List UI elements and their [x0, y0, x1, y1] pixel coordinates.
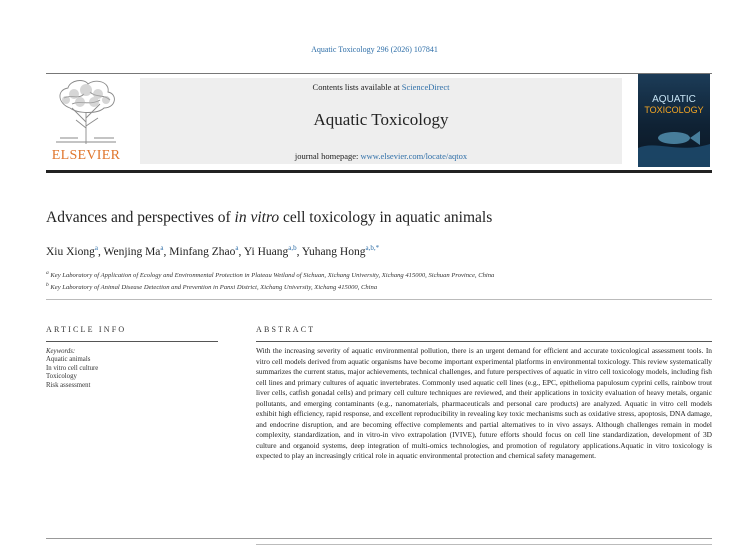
affiliation-text: Key Laboratory of Application of Ecology and Environmental Protection in Plateau Wetland of Sichuan, Xichang University, Xichang 415000, Sichuan Province, China [48, 272, 495, 280]
keyword-item: In vitro cell culture [46, 364, 99, 372]
author-list [46, 244, 712, 258]
keyword-item: Risk assessment [46, 381, 91, 389]
article-title-part2: cell toxicology in aquatic animals [279, 209, 493, 226]
article-info-heading: ARTICLE INFO [46, 325, 127, 334]
keywords-label: Keywords: [46, 348, 76, 355]
author-name[interactable]: Yi Huang [243, 245, 289, 258]
affiliation-divider [46, 299, 712, 300]
journal-banner [140, 78, 622, 164]
author-name[interactable]: Xiu Xiong [46, 245, 95, 258]
keywords-block [46, 348, 218, 390]
author-name[interactable]: Yuhang Hong [301, 245, 366, 258]
author-separator: , [238, 245, 244, 258]
homepage-link[interactable]: www.elsevier.com/locate/aqtox [360, 151, 468, 161]
header-divider [46, 73, 712, 74]
author-name[interactable]: Minfang Zhao [169, 245, 236, 258]
bottom-divider-secondary [256, 544, 712, 545]
cover-fish-icon [638, 118, 710, 167]
publisher-name: ELSEVIER [51, 148, 121, 163]
elsevier-tree-icon [50, 78, 122, 146]
cover-title-line1: AQUATIC [652, 94, 696, 105]
cover-title-line2: TOXICOLOGY [644, 105, 704, 115]
article-title-italic: in vitro [234, 209, 280, 226]
journal-citation[interactable]: Aquatic Toxicology 296 (2026) 107841 [311, 45, 438, 54]
contents-availability [140, 82, 622, 92]
article-title [46, 209, 712, 227]
author-separator: , [97, 245, 104, 258]
journal-title: Aquatic Toxicology [313, 110, 449, 129]
article-title-part1: Advances and perspectives of [46, 209, 235, 226]
author-affiliation-marker[interactable]: a,b [288, 244, 297, 252]
keyword-item: Toxicology [46, 373, 77, 381]
bottom-divider [46, 538, 712, 539]
author-separator: , [163, 245, 170, 258]
contents-prefix: Contents lists available at [312, 82, 402, 92]
elsevier-logo[interactable] [46, 78, 126, 166]
sciencedirect-link[interactable]: ScienceDirect [401, 82, 450, 92]
affiliation-a [46, 270, 712, 279]
affiliation-b [46, 282, 712, 291]
header-thick-divider [46, 170, 712, 173]
author-affiliation-marker[interactable]: a,b,* [365, 244, 380, 252]
affiliation-marker: b [46, 282, 49, 288]
author-affiliation-marker[interactable]: a [235, 244, 239, 252]
author-name[interactable]: Wenjing Ma [103, 245, 161, 258]
affiliation-text: Key Laboratory of Animal Disease Detection and Prevention in Panxi District, Xichang University, Xichang 415000, China [48, 284, 378, 292]
journal-homepage [140, 151, 622, 161]
homepage-prefix: journal homepage: [294, 151, 361, 161]
journal-cover-thumbnail[interactable] [638, 74, 710, 167]
article-info-divider [46, 341, 218, 342]
abstract-divider [256, 341, 712, 342]
abstract-heading: ABSTRACT [256, 325, 316, 334]
author-affiliation-marker[interactable]: a [160, 244, 164, 252]
author-separator: , [296, 245, 302, 258]
affiliation-marker: a [46, 270, 49, 276]
abstract-text: With the increasing severity of aquatic environmental pollution, there is an urgent demand for efficient and accurate toxicological assessment tools. In vitro cell models derived from aquatic organisms have become important experimental platforms in environmental toxicology. This review systematically summarizes the current status, major achievements, technical challenges, and future perspectives of aquatic in vitro cell toxicology models, including fish cell lines and primary cultures of aquatic invertebrates. Commonly used aquatic cell lines (e.g., EPC, epithelioma papulosum cyprini cells, rainbow trout liver cells, catfish gonadal cells) and primary cell culture techniques are reviewed, and their applications in toxicity evaluation of heavy metals, organic pollutants, and emerging contaminants (e.g., nanomaterials, pharmaceuticals and personal care products) are analyzed. Aquatic in vitro cell models exhibit high efficiency, rapid response, and excellent reproducibility in revealing key toxic mechanisms such as oxidative stress, apoptosis, DNA damage, and endocrine disruption, and are becoming effective complements and partial alternatives to in vivo assays. Although challenges remain in model complexity, standardization, and in vitro-in vivo extrapolation (IVIVE), future efforts should focus on cell line standardization, development of 3D culture and organoid systems, deep integration of multi-omics technologies, and promotion of regulatory applications.Aquatic in vitro toxicology is expected to play an increasingly critical role in aquatic environmental protection and chemical safety management. [256, 346, 712, 461]
keyword-item: Aquatic animals [46, 356, 91, 364]
author-affiliation-marker[interactable]: a [94, 244, 98, 252]
